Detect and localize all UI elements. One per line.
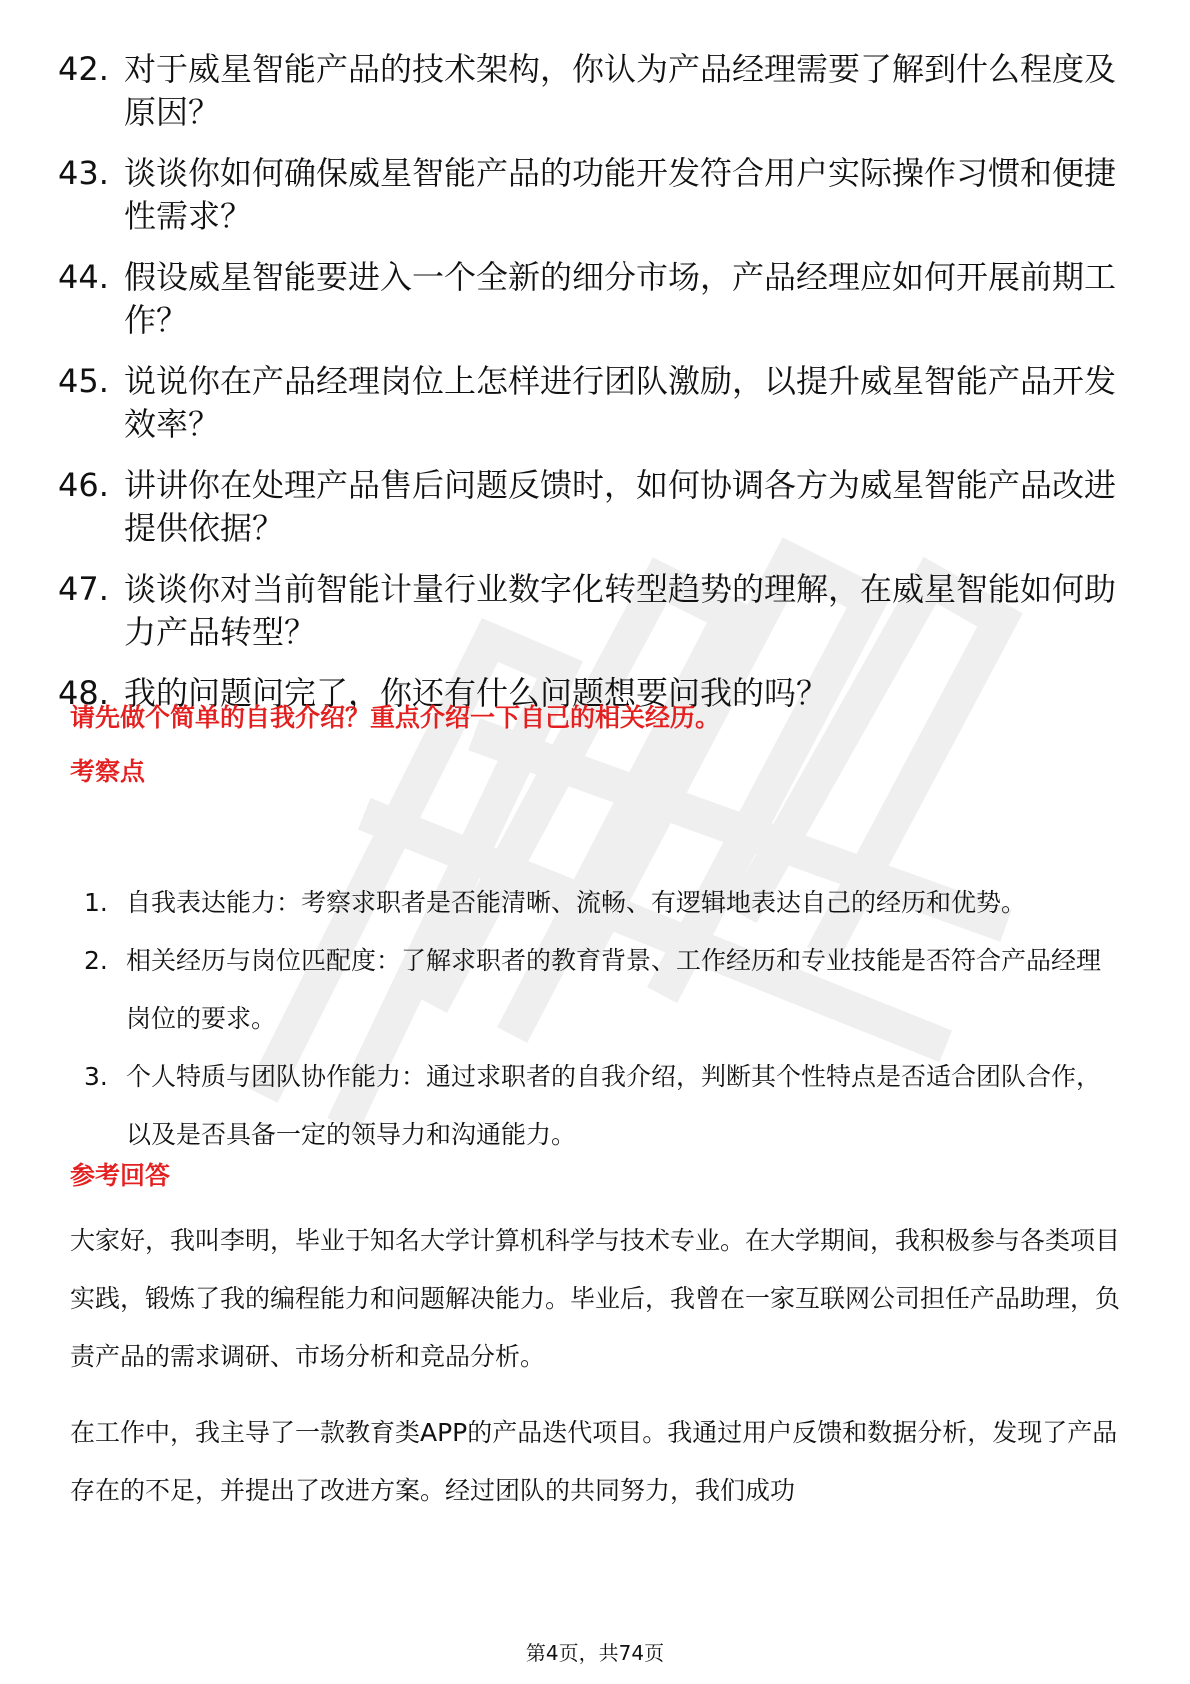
answer-paragraph: 大家好，我叫李明，毕业于知名大学计算机科学与技术专业。在大学期间，我积极参与各类项目实践，锻炼了我的编程能力和问题解决能力。毕业后，我曾在一家互联网公司担任产品助理，负责产品的需求调研、市场分析和竞品分析。 [70,1226,1121,1371]
question-number: 45. [58,362,109,400]
focus-point-number: 3. [84,1062,108,1091]
focus-point-number: 2. [84,946,108,975]
question-item [58,152,1128,238]
question-text: 谈谈你如何确保威星智能产品的功能开发符合用户实际操作习惯和便捷性需求？ [124,154,1117,235]
question-number: 46. [58,466,109,504]
focus-point-text: 个人特质与团队协作能力：通过求职者的自我介绍，判断其个性特点是否适合团队合作，以及是否具备一定的领导力和沟通能力。 [126,1062,1102,1149]
question-text: 我的问题问完了，你还有什么问题想要问我的吗？ [124,674,829,712]
question-number: 44. [58,258,109,296]
question-item [58,256,1128,342]
focus-point-text: 自我表达能力：考察求职者是否能清晰、流畅、有逻辑地表达自己的经历和优势。 [126,888,1027,917]
question-number: 43. [58,154,109,192]
focus-point-number: 1. [84,888,108,917]
question-item [58,48,1128,134]
intro-question-heading: 请先做个简单的自我介绍？重点介绍一下自己的相关经历。 [70,703,721,732]
question-text: 谈谈你对当前智能计量行业数字化转型趋势的理解，在威星智能如何助力产品转型？ [124,570,1117,651]
question-number: 48. [58,674,109,712]
question-list [58,48,1128,733]
question-text: 假设威星智能要进入一个全新的细分市场，产品经理应如何开展前期工作？ [124,258,1117,339]
question-number: 42. [58,50,109,88]
question-item [58,568,1128,654]
page-footer: 第4页，共74页 [525,1641,665,1665]
focus-point-item [84,932,1124,1048]
focus-point-item [84,874,1124,932]
question-text: 说说你在产品经理岗位上怎样进行团队激励，以提升威星智能产品开发效率？ [124,362,1117,443]
question-number: 47. [58,570,109,608]
question-item [58,464,1128,550]
answer-paragraph: 在工作中，我主导了一款教育类APP的产品迭代项目。我通过用户反馈和数据分析，发现了产品存在的不足，并提出了改进方案。经过团队的共同努力，我们成功 [70,1418,1118,1505]
focus-points-heading: 考察点 [70,757,146,786]
question-text: 对于威星智能产品的技术架构，你认为产品经理需要了解到什么程度及原因？ [124,50,1117,131]
answer-heading: 参考回答 [70,1161,171,1190]
question-item [58,360,1128,446]
focus-points-list [84,874,1124,1164]
question-text: 讲讲你在处理产品售后问题反馈时，如何协调各方为威星智能产品改进提供依据？ [124,466,1117,547]
focus-point-item [84,1048,1124,1164]
focus-point-text: 相关经历与岗位匹配度：了解求职者的教育背景、工作经历和专业技能是否符合产品经理岗位的要求。 [126,946,1102,1033]
